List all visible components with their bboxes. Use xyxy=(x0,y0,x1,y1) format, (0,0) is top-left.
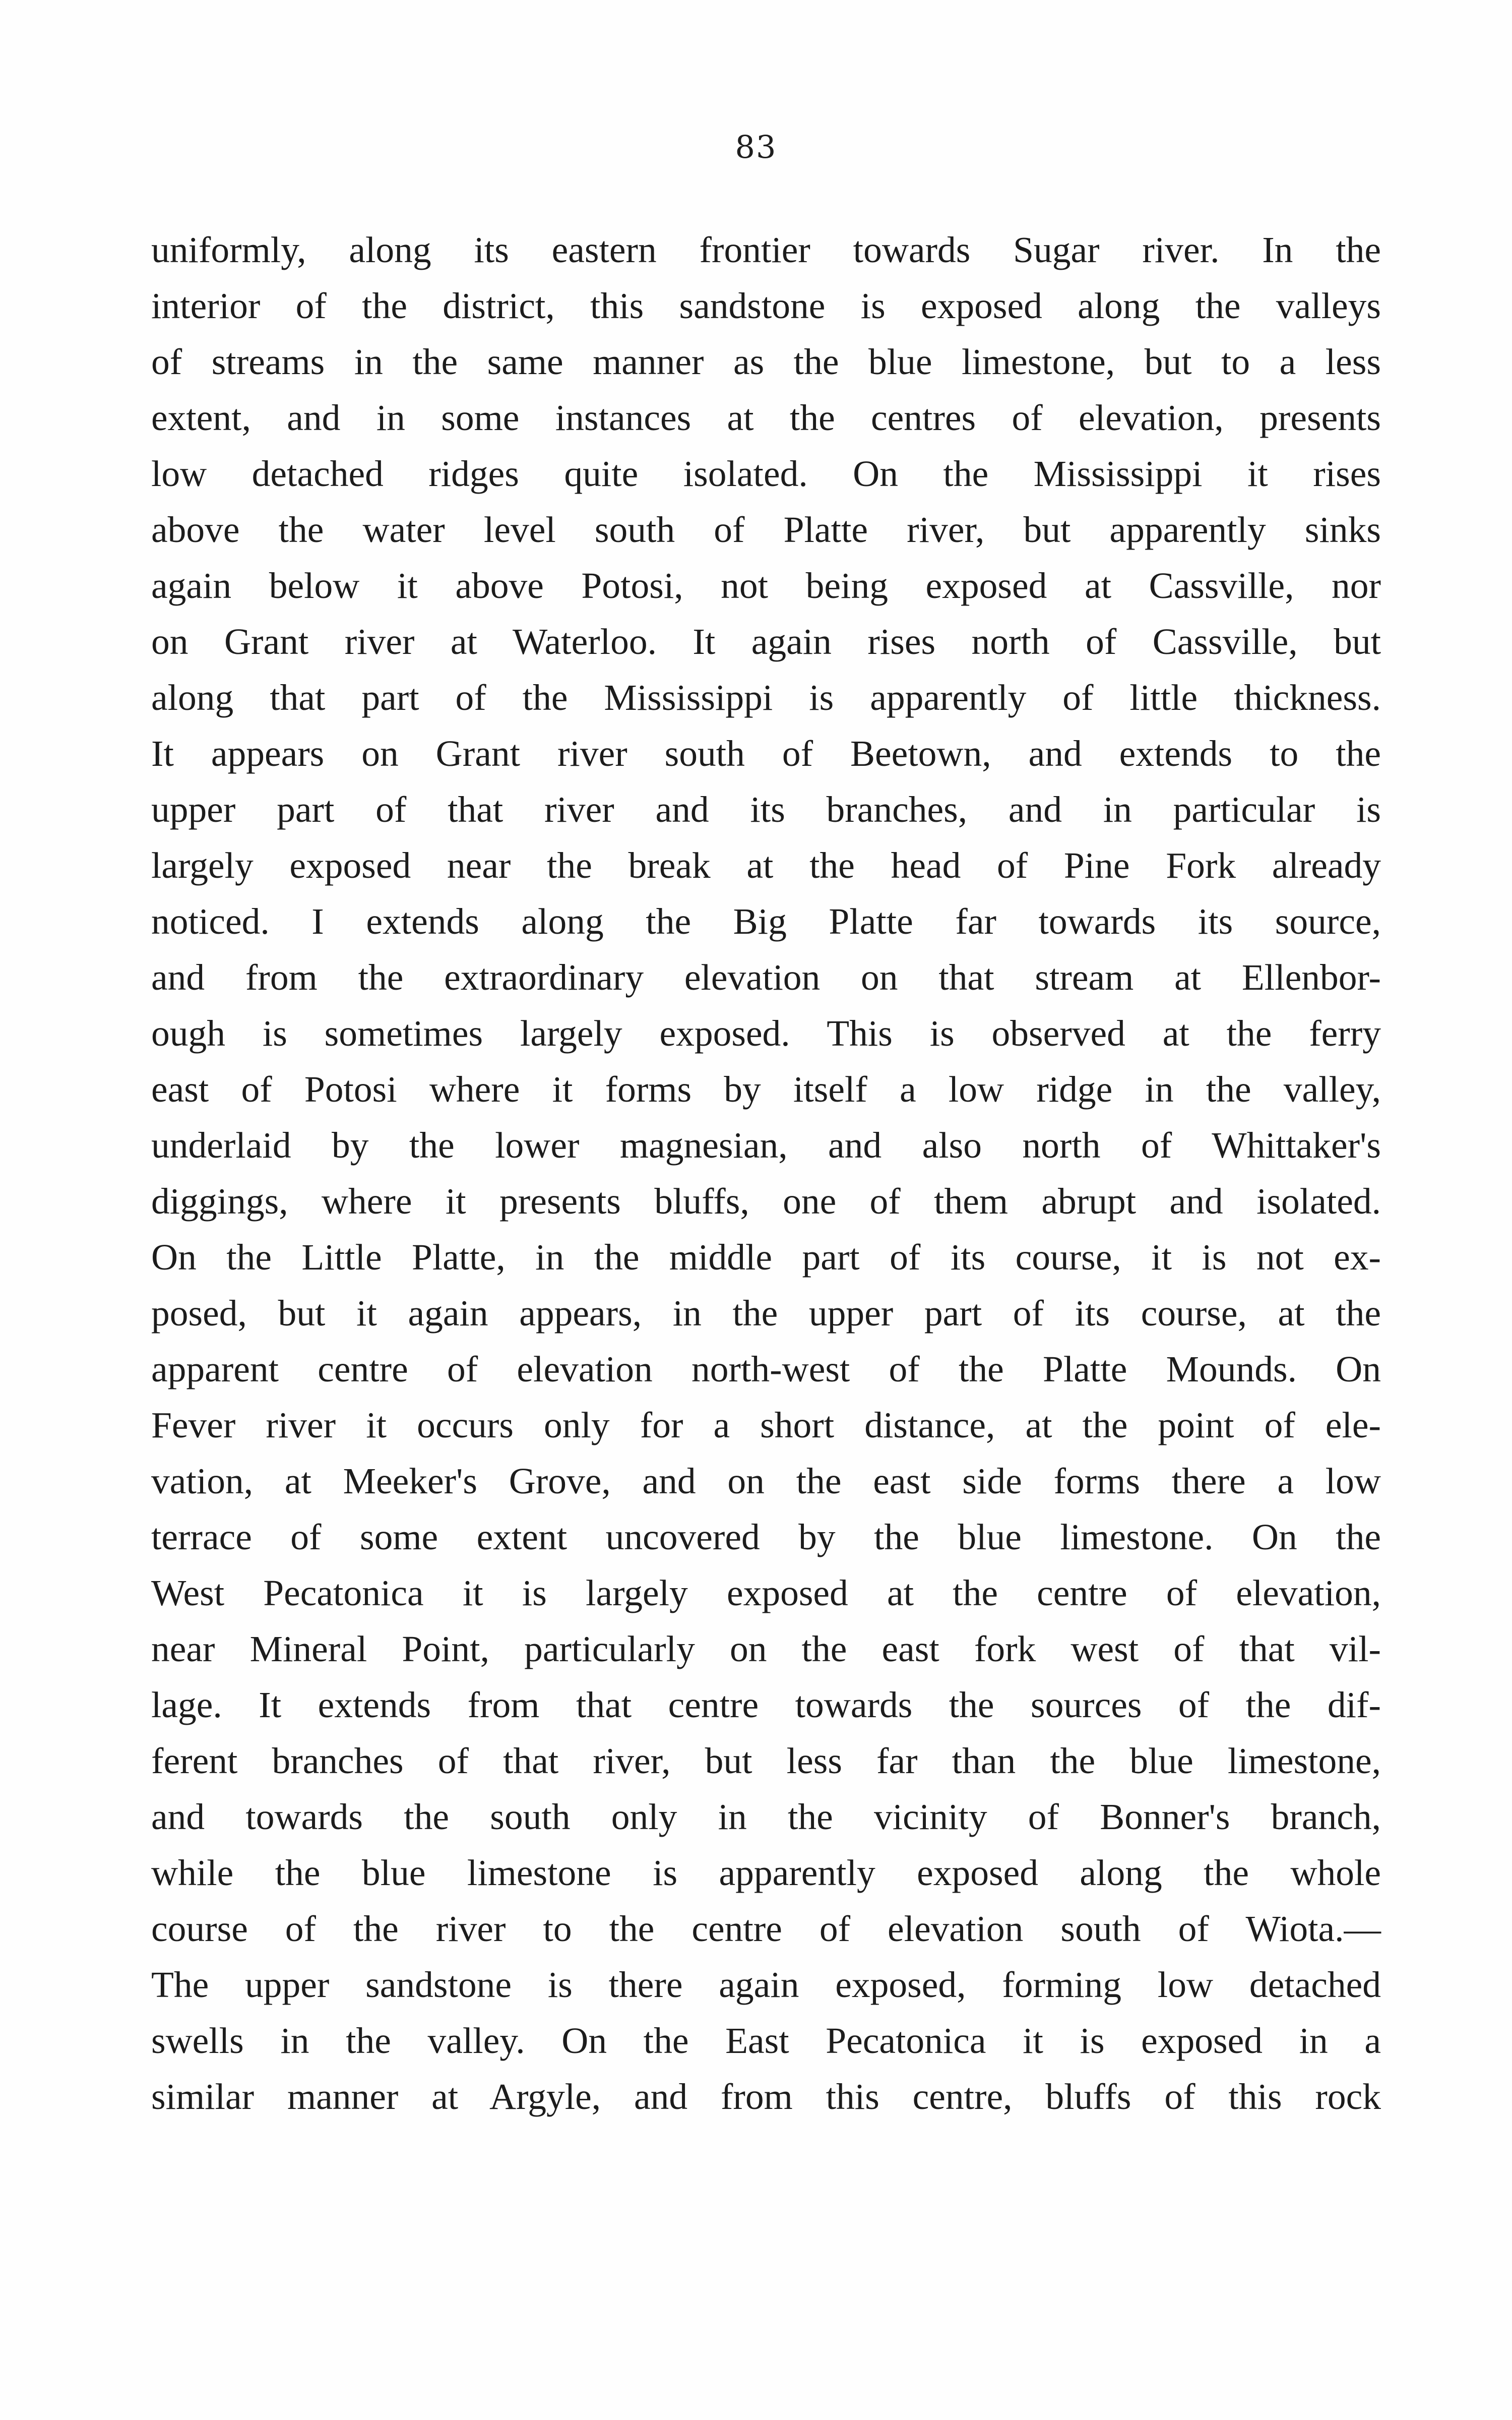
text-line: near Mineral Point, particularly on the east fork west of that vil- xyxy=(151,1628,1381,1669)
text-line: and from the extraordinary elevation on that stream at Ellenbor- xyxy=(151,957,1381,998)
text-line: posed, but it again appears, in the upper part of its course, at the xyxy=(151,1293,1381,1334)
body-text xyxy=(151,222,1381,2125)
text-line: above the water level south of Platte river, but apparently sinks xyxy=(151,509,1381,550)
text-line: extent, and in some instances at the centres of elevation, presents xyxy=(151,397,1381,438)
text-line: interior of the district, this sandstone is exposed along the valleys xyxy=(151,285,1381,326)
text-line: Fever river it occurs only for a short distance, at the point of ele- xyxy=(151,1405,1381,1445)
text-line: of streams in the same manner as the blue limestone, but to a less xyxy=(151,341,1381,382)
text-line: upper part of that river and its branches, and in particular is xyxy=(151,789,1381,830)
text-line: course of the river to the centre of elevation south of Wiota.— xyxy=(151,1908,1381,1949)
text-line: ferent branches of that river, but less far than the blue limestone, xyxy=(151,1740,1381,1781)
text-line: uniformly, along its eastern frontier towards Sugar river. In the xyxy=(151,229,1381,270)
text-line: lage. It extends from that centre towards the sources of the dif- xyxy=(151,1684,1381,1725)
text-line: apparent centre of elevation north-west of the Platte Mounds. On xyxy=(151,1349,1381,1389)
text-line: while the blue limestone is apparently exposed along the whole xyxy=(151,1852,1381,1893)
text-line: largely exposed near the break at the head of Pine Fork already xyxy=(151,845,1381,886)
text-line: on Grant river at Waterloo. It again rises north of Cassville, but xyxy=(151,621,1381,662)
text-line: The upper sandstone is there again exposed, forming low detached xyxy=(151,1964,1381,2005)
text-line: along that part of the Mississippi is apparently of little thickness. xyxy=(151,677,1381,718)
text-line: similar manner at Argyle, and from this centre, bluffs of this rock xyxy=(151,2076,1381,2117)
text-line: again below it above Potosi, not being exposed at Cassville, nor xyxy=(151,565,1381,606)
text-line: West Pecatonica it is largely exposed at the centre of elevation, xyxy=(151,1572,1381,1613)
text-line: ough is sometimes largely exposed. This is observed at the ferry xyxy=(151,1013,1381,1054)
text-line: diggings, where it presents bluffs, one of them abrupt and isolated. xyxy=(151,1181,1381,1222)
page-number: 83 xyxy=(735,129,777,165)
text-line: noticed. I extends along the Big Platte far towards its source, xyxy=(151,901,1381,942)
text-line: vation, at Meeker's Grove, and on the east side forms there a low xyxy=(151,1461,1381,1501)
text-line: terrace of some extent uncovered by the blue limestone. On the xyxy=(151,1517,1381,1557)
text-line: It appears on Grant river south of Beetown, and extends to the xyxy=(151,733,1381,774)
text-line: On the Little Platte, in the middle part of its course, it is not ex- xyxy=(151,1237,1381,1278)
text-line: underlaid by the lower magnesian, and also north of Whittaker's xyxy=(151,1125,1381,1166)
text-line: swells in the valley. On the East Pecatonica it is exposed in a xyxy=(151,2020,1381,2061)
text-line: east of Potosi where it forms by itself a low ridge in the valley, xyxy=(151,1069,1381,1110)
text-line: and towards the south only in the vicinity of Bonner's branch, xyxy=(151,1796,1381,1837)
text-line: low detached ridges quite isolated. On the Mississippi it rises xyxy=(151,453,1381,494)
